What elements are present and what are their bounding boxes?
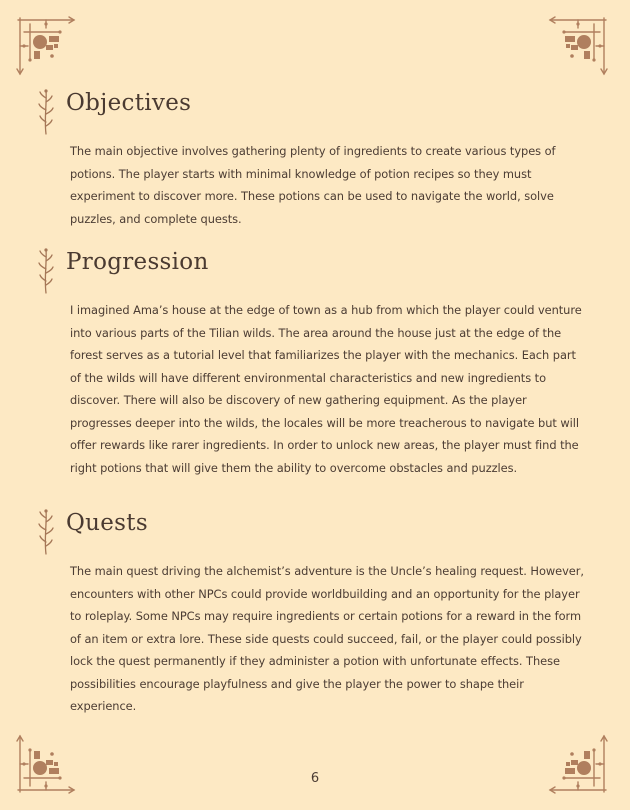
flourish-icon	[548, 16, 608, 78]
sprig-icon	[38, 247, 54, 295]
section-header	[38, 508, 590, 552]
section-objectives	[38, 88, 590, 230]
section-body: The main objective involves gathering plenty of ingredients to create various types of potions. The player starts with minimal knowledge of potion recipes so they must experiment to discover more. These potions can be used to navigate the world, solve puzzles, and complete quests.	[70, 144, 556, 226]
sprig-icon	[38, 508, 54, 556]
section-progression	[38, 247, 590, 479]
corner-ornament-top-left	[16, 16, 76, 78]
section-quests	[38, 508, 590, 718]
page-number: 6	[310, 771, 320, 786]
sprig-icon	[38, 88, 54, 136]
section-header	[38, 88, 590, 132]
section-title: Progression	[66, 249, 209, 275]
section-title: Objectives	[66, 90, 192, 116]
section-title: Quests	[66, 510, 148, 536]
corner-ornament-top-right	[548, 16, 608, 78]
section-body: The main quest driving the alchemist’s adventure is the Uncle’s healing request. However, encounters with other NPCs could provide worldbuilding and an opportunity for the player to roleplay. Some NPCs may require ingredients or certain potions for a reward in the form of an item or extra lore. These side quests could succeed, fail, or the player could possibly lock the quest permanently if they administer a potion with unfortunate effects. These possibilities encourage playfulness and give the player the power to shape their experience.	[70, 564, 584, 713]
section-body: I imagined Ama’s house at the edge of town as a hub from which the player could venture into various parts of the Tilian wilds. The area around the house just at the edge of the forest serves as a tutorial level that familiarizes the player with the mechanics. Each part of the wilds will have different environmental characteristics and new ingredients to discover. There will also be discovery of new gathering equipment. As the player progresses deeper into the wilds, the locales will be more treacherous to navigate but will offer rewards like rarer ingredients. In order to unlock new areas, the player must find the right potions that will give them the ability to overcome obstacles and puzzles.	[70, 303, 582, 475]
section-header	[38, 247, 590, 291]
flourish-icon	[16, 16, 76, 78]
